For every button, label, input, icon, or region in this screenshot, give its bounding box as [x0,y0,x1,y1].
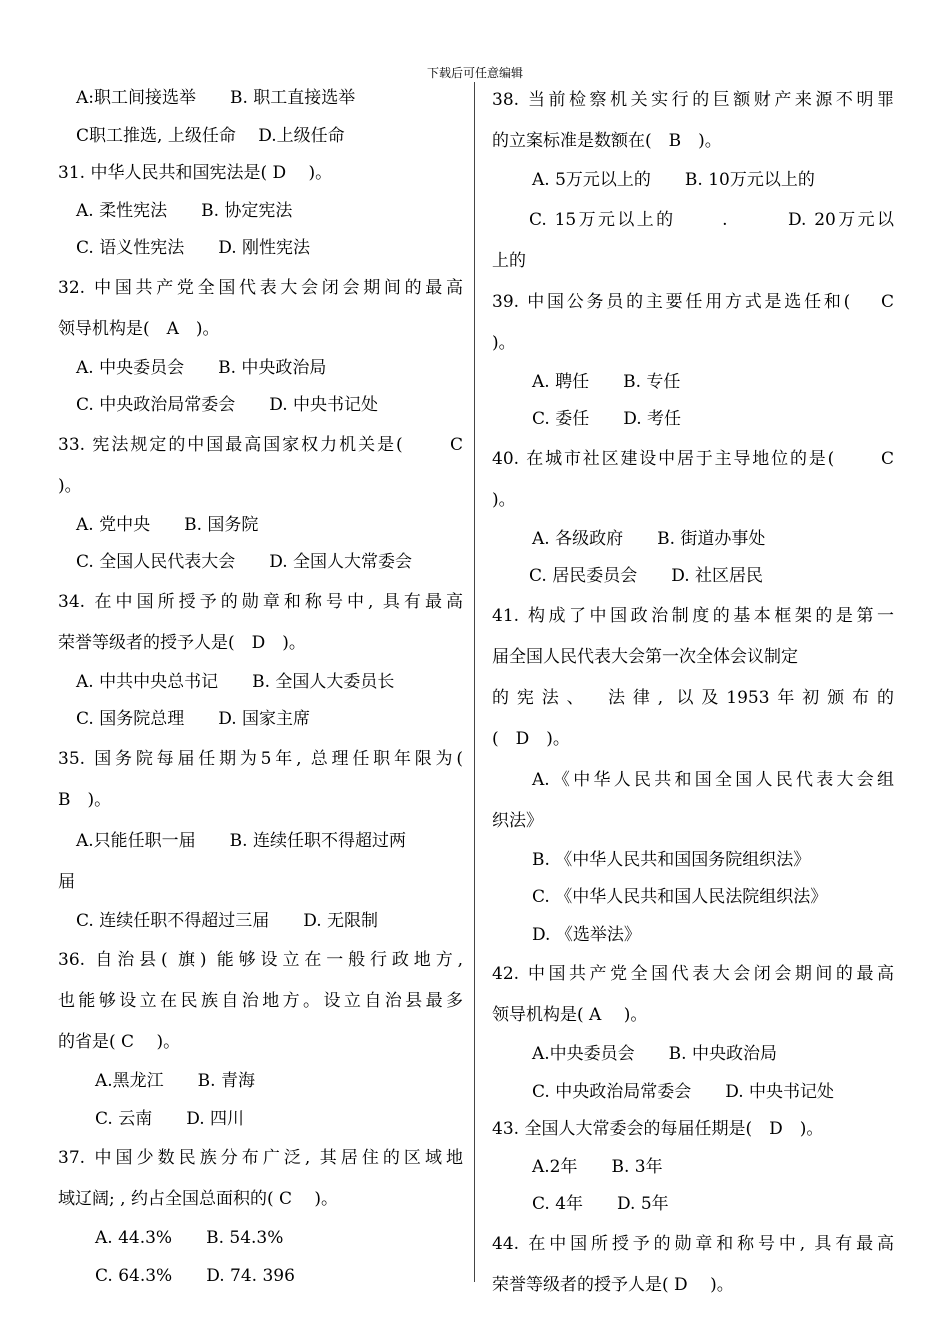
text-line: 域辽阔; , 约占全国总面积的( C )。 [58,1189,339,1209]
text-line: 32. 中国共产党全国代表大会闭会期间的最高 [58,277,463,298]
text-line: 届全国人民代表大会第一次全体会议制定 [492,646,798,667]
text-line: A. 5万元以上的 B. 10万元以上的 [532,170,815,190]
text-line: 34. 在中国所授予的勋章和称号中, 具有最高 [58,591,463,612]
right-column [492,80,894,1306]
text-line: C. 64.3% D. 74. 396 [95,1265,295,1286]
text-line: 的宪法、 法律, 以及1953年初颁布的 [492,687,894,708]
column-divider [474,82,475,1282]
text-line: A. 党中央 B. 国务院 [76,514,259,535]
text-line: C. 《中华人民共和国人民法院组织法》 [532,887,828,907]
text-line: 42. 中国共产党全国代表大会闭会期间的最高 [492,964,894,984]
text-line: 43. 全国人大常委会的每届任期是( D )。 [492,1119,824,1139]
text-line: )。 [492,332,516,353]
text-line: 35. 国务院每届任期为5年, 总理任职年限为( [58,748,463,769]
text-line: C. 委任 D. 考任 [532,409,682,429]
text-line: C. 15万元以上的 . D. 20万元以 [529,209,894,230]
text-line: 织法》 [492,810,543,831]
text-line: 44. 在中国所授予的勋章和称号中, 具有最高 [492,1233,894,1254]
text-line: C. 连续任职不得超过三届 D. 无限制 [76,910,379,931]
text-line: 37. 中国少数民族分布广泛, 其居住的区域地 [58,1148,463,1168]
text-line: B )。 [58,789,112,810]
text-line: 31. 中华人民共和国宪法是( D )。 [58,163,333,183]
text-line: C. 中央政治局常委会 D. 中央书记处 [532,1081,835,1102]
text-line: C职工推选, 上级任命 D.上级任命 [76,125,345,146]
text-line: )。 [492,489,516,510]
text-line: A. 中央委员会 B. 中央政治局 [76,357,327,378]
text-line: A. 柔性宪法 B. 协定宪法 [76,200,293,221]
text-line: 也能够设立在民族自治地方。设立自治县最多 [58,991,463,1011]
text-line: )。 [58,475,82,496]
text-line: A. 中共中央总书记 B. 全国人大委员长 [76,671,395,692]
text-line: B. 《中华人民共和国国务院组织法》 [532,849,811,870]
left-column [58,80,463,1295]
text-line: 的省是( C )。 [58,1032,181,1052]
text-line: C. 国务院总理 D. 国家主席 [76,709,311,729]
text-line: ( D )。 [492,728,570,749]
text-line: 38. 当前检察机关实行的巨额财产来源不明罪 [492,90,894,110]
text-line: 33. 宪法规定的中国最高国家权力机关是( C [58,434,463,455]
text-line: 40. 在城市社区建设中居于主导地位的是( C [492,448,894,469]
text-line: 荣誉等级者的授予人是( D )。 [58,632,306,653]
text-line: A. 44.3% B. 54.3% [95,1228,284,1248]
text-line: A.中央委员会 B. 中央政治局 [532,1044,777,1064]
text-line: 的立案标准是数额在( B )。 [492,131,722,151]
text-line: 荣誉等级者的授予人是( D )。 [492,1274,734,1295]
text-line: C. 中央政治局常委会 D. 中央书记处 [76,395,379,415]
text-line: 41. 构成了中国政治制度的基本框架的是第一 [492,605,894,626]
text-line: C. 云南 D. 四川 [95,1108,245,1129]
text-line: 领导机构是( A )。 [58,318,220,339]
text-line: A. 各级政府 B. 街道办事处 [532,528,766,549]
text-line: 领导机构是( A )。 [492,1005,648,1025]
text-line: A.黑龙江 B. 青海 [95,1071,255,1091]
page-header: 下载后可任意编辑 [426,66,523,80]
text-line: A. 聘任 B. 专任 [532,371,681,392]
text-line: A.2年 B. 3年 [532,1156,663,1177]
text-line: 39. 中国公务员的主要任用方式是选任和( C [492,291,894,312]
text-line: A.只能任职一届 B. 连续任职不得超过两 [76,830,406,851]
text-line: 上的 [492,250,526,271]
text-line: C. 全国人民代表大会 D. 全国人大常委会 [76,552,413,572]
text-line: C. 4年 D. 5年 [532,1194,669,1214]
text-line: C. 语义性宪法 D. 刚性宪法 [76,238,311,258]
text-line: A.《中华人民共和国全国人民代表大会组 [532,769,894,790]
text-line: A:职工间接选举 B. 职工直接选举 [76,88,356,108]
text-line: 36. 自治县( 旗) 能够设立在一般行政地方, [58,950,463,970]
text-line: C. 居民委员会 D. 社区居民 [529,566,764,586]
text-line: D. 《选举法》 [532,924,641,945]
text-line: 届 [58,871,75,892]
